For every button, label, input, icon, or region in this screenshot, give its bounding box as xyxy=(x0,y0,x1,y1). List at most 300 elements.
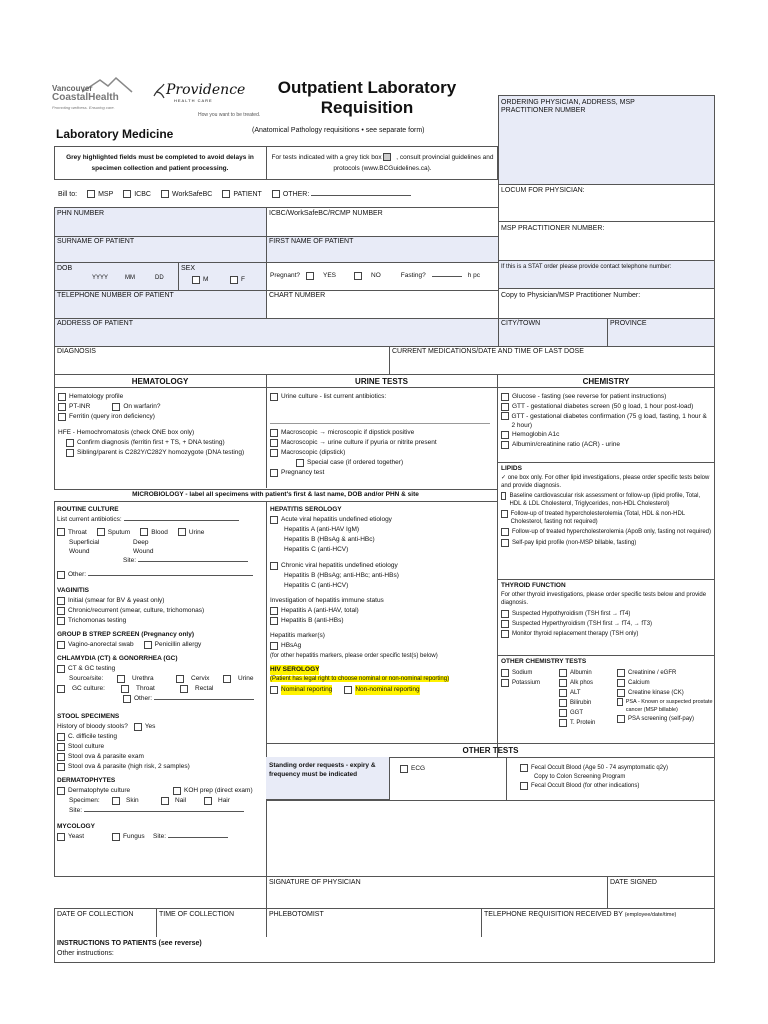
checkbox-icon[interactable] xyxy=(501,669,509,677)
routine-row xyxy=(57,528,263,538)
city-label: CITY/TOWN xyxy=(501,320,541,327)
checkbox-icon[interactable] xyxy=(270,607,278,615)
checkbox-icon[interactable] xyxy=(559,669,567,677)
checkbox-icon[interactable] xyxy=(501,403,509,411)
spec-hair: Hair xyxy=(218,797,230,804)
checkbox-icon[interactable] xyxy=(204,797,212,805)
checkbox-icon[interactable] xyxy=(296,459,304,467)
checkbox-icon[interactable] xyxy=(112,797,120,805)
acute-list: Hepatitis B (HBsAg & anti-HBc) xyxy=(284,536,375,543)
hfe-item[interactable] xyxy=(66,438,244,448)
page-title-2: Requisition xyxy=(320,98,414,117)
markers-title: Hepatitis marker(s) xyxy=(270,632,325,639)
checkbox-icon[interactable] xyxy=(66,439,74,447)
checkbox-icon[interactable] xyxy=(58,413,66,421)
source-urine: Urine xyxy=(238,675,254,682)
checkbox-icon[interactable] xyxy=(176,675,184,683)
checkbox-icon[interactable] xyxy=(270,617,278,625)
urine-label: Macroscopic → urine culture if pyuria or nitrite present xyxy=(281,439,437,446)
immune-title: Investigation of hepatitis immune status xyxy=(270,597,384,604)
hfe-title: HFE - Hemochromatosis (check ONE box only) xyxy=(58,429,195,436)
checkbox-icon[interactable] xyxy=(140,528,148,536)
vag-label: Chronic/recurrent (smear, culture, trichomonas) xyxy=(68,607,205,614)
other-chem-label: Creatine kinase (CK) xyxy=(628,690,684,696)
derm-culture-label: Dermatophyte culture xyxy=(68,787,131,794)
lipid-label: Follow-up of treated hypercholesterolemia (Total, HDL & non-HDL Cholesterol, fasting not required) xyxy=(510,511,685,525)
checkbox-icon[interactable] xyxy=(97,528,105,536)
ecg-label: ECG xyxy=(411,765,426,772)
thyroid-item[interactable] xyxy=(501,619,713,629)
other-chem-item[interactable] xyxy=(559,678,595,688)
checkbox-icon[interactable] xyxy=(270,439,278,447)
checkbox-icon[interactable] xyxy=(617,669,625,677)
hema-label: Ferritin (query iron deficiency) xyxy=(69,413,155,420)
checkbox-icon[interactable] xyxy=(180,685,188,693)
checkbox-icon[interactable] xyxy=(501,510,508,518)
checkbox-icon[interactable] xyxy=(57,763,65,771)
checkbox-icon[interactable] xyxy=(501,441,509,449)
checkbox-icon[interactable] xyxy=(57,571,65,579)
antibiotics-input[interactable] xyxy=(124,520,239,521)
other-chem-col3 xyxy=(617,668,715,724)
grey-note: Grey highlighted fields must be completed to avoid delays in specimen collection and patient processing. xyxy=(66,154,254,172)
checkbox-icon[interactable] xyxy=(617,689,625,697)
other-chem-item[interactable] xyxy=(559,668,595,678)
site2-input[interactable] xyxy=(84,811,244,812)
routine-label: Urine xyxy=(188,529,205,536)
other-chem-label: T. Protein xyxy=(570,720,596,726)
antibiotics-label: List current antibiotics: xyxy=(57,516,122,523)
source-row xyxy=(69,674,263,684)
checkbox-icon[interactable] xyxy=(134,723,142,731)
other-chem-label: GGT xyxy=(570,710,583,716)
date-signed-label: DATE SIGNED xyxy=(610,879,657,886)
other-chem-item[interactable] xyxy=(617,678,715,688)
thyroid-title: THYROID FUNCTION xyxy=(501,582,566,589)
hepatitis-title: HEPATITIS SEROLOGY xyxy=(270,506,342,513)
site-row xyxy=(123,556,263,566)
stool-label: Stool ova & parasite exam xyxy=(68,753,144,760)
providence-sub: HEALTH CARE xyxy=(174,98,213,103)
checkbox-icon[interactable] xyxy=(144,641,152,649)
checkbox-icon[interactable] xyxy=(501,412,509,420)
site-label: Site: xyxy=(123,557,137,564)
urine-label: Macroscopic (dipstick) xyxy=(281,449,346,456)
hiv-title-text: HIV SEROLOGY xyxy=(270,666,320,673)
checkbox-icon[interactable] xyxy=(178,528,186,536)
specimen-row xyxy=(69,796,263,806)
hiv-title xyxy=(270,665,495,675)
other-chem-item[interactable] xyxy=(559,698,595,708)
chem-item[interactable] xyxy=(501,430,711,440)
other-input[interactable] xyxy=(88,575,253,576)
wound-row xyxy=(57,538,263,556)
pregnancy-test[interactable] xyxy=(270,468,490,478)
routine-urine[interactable] xyxy=(178,528,205,538)
site3-input[interactable] xyxy=(168,837,228,838)
other-chem-col2 xyxy=(559,668,595,728)
derm-row xyxy=(57,786,263,796)
site2-label: Site: xyxy=(69,807,83,814)
bill-other[interactable] xyxy=(272,190,411,198)
sex-m[interactable] xyxy=(192,275,208,285)
spec-skin: Skin xyxy=(126,797,139,804)
checkbox-icon[interactable] xyxy=(270,516,278,524)
dob-mm: MM xyxy=(125,275,135,281)
fobt-section xyxy=(520,763,668,791)
other-chem-item[interactable] xyxy=(559,708,595,718)
thyroid-section xyxy=(501,581,713,639)
checkbox-icon[interactable] xyxy=(306,272,314,280)
checkbox-icon[interactable] xyxy=(520,764,528,772)
checkbox-icon[interactable] xyxy=(501,431,509,439)
pregnant-yes: YES xyxy=(323,272,337,279)
other-chem-label: ALT xyxy=(570,690,581,696)
spec-nail: Nail xyxy=(175,797,187,804)
lipid-item[interactable] xyxy=(501,528,713,536)
hema-label: Hematology profile xyxy=(69,393,124,400)
checkbox-icon[interactable] xyxy=(222,190,230,198)
hfe-item[interactable] xyxy=(66,448,244,458)
checkbox-icon[interactable] xyxy=(57,641,65,649)
pregnant-no: NO xyxy=(371,272,381,279)
checkbox-icon[interactable] xyxy=(87,190,95,198)
checkbox-icon[interactable] xyxy=(57,753,65,761)
bill-to-label: Bill to: xyxy=(58,190,78,198)
standing-label: Standing order requests - expiry & frequency must be indicated xyxy=(269,762,376,778)
pregnancy-label: Pregnancy test xyxy=(281,469,325,476)
vag-item[interactable] xyxy=(57,596,263,606)
instructions-label: INSTRUCTIONS TO PATIENTS (see reverse) xyxy=(57,940,202,947)
first-name-label: FIRST NAME OF PATIENT xyxy=(269,238,354,245)
checkbox-icon[interactable] xyxy=(617,698,623,706)
fobt-other-row[interactable] xyxy=(520,781,668,791)
other-chem-item[interactable] xyxy=(559,688,595,698)
checkbox-icon[interactable] xyxy=(559,709,567,717)
other-chem-item[interactable] xyxy=(617,698,713,714)
urine-special[interactable] xyxy=(296,458,490,468)
checkbox-icon[interactable] xyxy=(58,393,66,401)
site2-row xyxy=(69,806,263,816)
immune-item[interactable] xyxy=(270,616,495,626)
other-chem-item[interactable] xyxy=(559,718,595,728)
chronic-row[interactable] xyxy=(270,561,495,571)
checkbox-icon[interactable] xyxy=(559,679,567,687)
checkbox-icon[interactable] xyxy=(57,743,65,751)
tick-note xyxy=(270,152,495,174)
vag-label: Trichomonas testing xyxy=(68,617,127,624)
checkbox-icon[interactable] xyxy=(501,539,509,547)
checkbox-icon[interactable] xyxy=(501,492,506,500)
checkbox-icon[interactable] xyxy=(559,719,567,727)
dob-yyyy: YYYY xyxy=(92,275,109,281)
routine-label: Sputum xyxy=(107,529,131,536)
checkbox-icon[interactable] xyxy=(66,449,74,457)
anatomical-note: (Anatomical Pathology requisitions • see separate form) xyxy=(252,127,425,134)
chem-item[interactable] xyxy=(501,402,711,412)
bill-patient[interactable] xyxy=(222,190,262,198)
stool-item[interactable] xyxy=(57,742,263,752)
antibiotics-row xyxy=(57,515,263,525)
urine-special-label: Special case (if ordered together) xyxy=(307,459,404,466)
hfe-label: Sibling/parent is C282Y/C282Y homozygote (DNA testing) xyxy=(77,449,245,456)
other-chem-label: PSA - Known or suspected prostate cancer (MSP billable) xyxy=(625,699,713,713)
other-chem-item[interactable] xyxy=(501,678,540,688)
dob-label: DOB xyxy=(57,265,73,272)
checkbox-icon[interactable] xyxy=(501,528,509,536)
lipids-note: ✓ one box only. For other lipid investigations, please order specific tests below and provide diagnosis. xyxy=(501,475,710,489)
urine-section xyxy=(270,392,490,478)
acute-row[interactable] xyxy=(270,515,495,525)
hematology-section xyxy=(58,392,244,458)
stool-label: C. difficile testing xyxy=(68,733,118,740)
checkbox-icon[interactable] xyxy=(501,620,509,628)
vch-tagline: Promoting wellness. Ensuring care. xyxy=(52,105,115,110)
checkbox-icon[interactable] xyxy=(617,715,625,723)
bill-to-row xyxy=(58,190,411,198)
hfe-label: Confirm diagnosis (ferritin first + TS, + DNA testing) xyxy=(77,439,225,446)
myco-title: MYCOLOGY xyxy=(57,823,95,830)
other2-input[interactable] xyxy=(154,699,254,700)
lipid-item[interactable] xyxy=(501,510,713,526)
fasting-input[interactable] xyxy=(432,276,462,277)
checkbox-icon[interactable] xyxy=(57,597,65,605)
superficial-label: Superficial Wound xyxy=(69,539,100,555)
other-chem-label: Creatinine / eGFR xyxy=(628,670,677,676)
routine-sputum[interactable] xyxy=(97,528,130,538)
source-label: Source/site: xyxy=(69,675,104,682)
other-chem-label: Sodium xyxy=(512,670,533,676)
checkbox-icon[interactable] xyxy=(57,607,65,615)
checkbox-icon[interactable] xyxy=(270,429,278,437)
bill-option-label: OTHER: xyxy=(282,190,310,198)
checkbox-icon[interactable] xyxy=(270,469,278,477)
checkbox-icon[interactable] xyxy=(501,393,509,401)
chart-label: CHART NUMBER xyxy=(269,292,326,299)
hema-item[interactable] xyxy=(58,412,244,422)
penicillin-label: Penicillin allergy xyxy=(154,641,202,648)
other-row[interactable] xyxy=(57,570,263,580)
providence-logo xyxy=(152,80,262,120)
hbeag-row[interactable] xyxy=(270,641,495,651)
non-nominal-label: Non-nominal reporting xyxy=(355,686,420,693)
site3-label: Site: xyxy=(153,833,167,840)
microbiology-section xyxy=(57,505,263,842)
checkbox-icon[interactable] xyxy=(117,675,125,683)
bill-msp[interactable] xyxy=(87,190,113,198)
lipid-item[interactable] xyxy=(501,538,713,548)
checkbox-icon[interactable] xyxy=(501,630,509,638)
other-chem-item[interactable] xyxy=(501,668,540,678)
checkbox-icon[interactable] xyxy=(57,833,65,841)
page-title-1: Outpatient Laboratory xyxy=(277,78,457,97)
tick-note-text: For tests indicated with a grey tick box xyxy=(271,154,382,161)
checkbox-icon[interactable] xyxy=(617,679,625,687)
hema-label: PT-INR xyxy=(69,403,91,410)
checkbox-icon[interactable] xyxy=(123,695,131,703)
checkbox-icon[interactable] xyxy=(57,617,65,625)
tel-received-label xyxy=(484,911,676,919)
checkbox-icon[interactable] xyxy=(520,782,528,790)
checkbox-icon[interactable] xyxy=(57,665,65,673)
gc-culture-label: GC culture: xyxy=(72,685,105,692)
ordering-physician-label: ORDERING PHYSICIAN, ADDRESS, MSP PRACTITIONER NUMBER xyxy=(501,99,635,114)
lipid-label: Self-pay lipid profile (non-MSP billable, fasting) xyxy=(512,540,637,546)
hema-item[interactable] xyxy=(58,402,244,412)
checkbox-icon[interactable] xyxy=(57,528,65,536)
stat-label: If this is a STAT order please provide contact telephone number: xyxy=(501,264,672,270)
urine-item[interactable] xyxy=(270,438,490,448)
checkbox-icon[interactable] xyxy=(501,679,509,687)
grey-tick-box-icon xyxy=(383,153,391,161)
immune-label: Hepatitis B (anti-HBs) xyxy=(281,617,344,624)
yeast-label: Yeast xyxy=(68,833,85,840)
routine-label: Throat xyxy=(68,529,87,536)
other-instructions-label: Other instructions: xyxy=(57,950,114,957)
urine-culture[interactable] xyxy=(270,392,490,402)
checkbox-icon[interactable] xyxy=(400,765,408,773)
chronic-list: Hepatitis C (anti-HCV) xyxy=(284,582,349,589)
source-throat: Throat xyxy=(136,685,155,692)
hema-item[interactable] xyxy=(58,392,244,402)
other-tests-title: OTHER TESTS xyxy=(462,746,519,755)
checkbox-icon[interactable] xyxy=(161,190,169,198)
checkbox-icon[interactable] xyxy=(230,276,238,284)
bloody-row xyxy=(57,722,263,732)
vag-item[interactable] xyxy=(57,616,263,626)
vag-item[interactable] xyxy=(57,606,263,616)
checkbox-icon[interactable] xyxy=(270,562,278,570)
department-title: Laboratory Medicine xyxy=(56,127,174,141)
checkbox-icon[interactable] xyxy=(501,610,509,618)
phn-label: PHN NUMBER xyxy=(57,210,105,217)
checkbox-icon[interactable] xyxy=(57,733,65,741)
ct-gc-row[interactable] xyxy=(57,664,263,674)
urine-item[interactable] xyxy=(270,428,490,438)
stool-item[interactable] xyxy=(57,732,263,742)
immune-item[interactable] xyxy=(270,606,495,616)
vag-label: Initial (smear for BV & yeast only) xyxy=(68,597,165,604)
province-label: PROVINCE xyxy=(610,320,647,327)
urine-label: Macroscopic → microscopic if dipstick positive xyxy=(281,429,415,436)
lipids-title: LIPIDS xyxy=(501,465,522,472)
fasting-unit: h pc xyxy=(467,272,480,279)
koh-label: KOH prep (direct exam) xyxy=(184,787,253,794)
tel-received-note: (employee/date/time) xyxy=(624,912,677,918)
urine-culture-label: Urine culture - list current antibiotics: xyxy=(281,393,387,400)
checkbox-icon[interactable] xyxy=(161,797,169,805)
chem-item[interactable] xyxy=(501,440,711,450)
checkbox-icon[interactable] xyxy=(559,689,567,697)
urine-item[interactable] xyxy=(270,448,490,458)
other-chem-item[interactable] xyxy=(617,688,715,698)
other-chem-label: PSA screening (self-pay) xyxy=(628,716,695,722)
checkbox-icon[interactable] xyxy=(270,393,278,401)
diagnosis-label: DIAGNOSIS xyxy=(57,348,96,355)
hiv-note xyxy=(270,675,460,683)
other-chem-label: Alk phos xyxy=(570,680,594,686)
date-collection-label: DATE OF COLLECTION xyxy=(57,911,134,918)
routine-blood[interactable] xyxy=(140,528,168,538)
thyroid-label: Suspected Hypothyroidism (TSH first → fT4) xyxy=(512,611,631,617)
chem-item[interactable] xyxy=(501,392,711,402)
checkbox-icon[interactable] xyxy=(270,642,278,650)
stool-title: STOOL SPECIMENS xyxy=(57,713,120,720)
routine-throat[interactable] xyxy=(57,528,87,538)
checkbox-icon[interactable] xyxy=(173,787,181,795)
chem-label: GTT - gestational diabetes confirmation (75 g load, fasting, 1 hour & 2 hour) xyxy=(511,413,707,429)
checkbox-icon[interactable] xyxy=(112,833,120,841)
msp-label: MSP PRACTITIONER NUMBER: xyxy=(501,225,605,232)
stool-item[interactable] xyxy=(57,762,263,772)
checkbox-icon[interactable] xyxy=(57,685,65,693)
deep-label: Deep Wound xyxy=(133,539,154,555)
checkbox-icon[interactable] xyxy=(354,272,362,280)
bloody-yes: Yes xyxy=(144,723,156,730)
strep-row xyxy=(57,640,263,650)
chem-label: Glucose - fasting (see reverse for patient instructions) xyxy=(512,393,667,400)
checkbox-icon[interactable] xyxy=(272,190,280,198)
stool-label: Stool ova & parasite (high risk, 2 samples) xyxy=(68,763,190,770)
fobt-row[interactable] xyxy=(520,763,668,773)
thyroid-label: Monitor thyroid replacement therapy (TSH only) xyxy=(512,631,639,637)
copy-label: Copy to Physician/MSP Practitioner Number: xyxy=(501,292,641,299)
derm-title: DERMATOPHYTES xyxy=(57,777,116,784)
checkbox-icon[interactable] xyxy=(58,403,66,411)
bloody-label: History of bloody stools? xyxy=(57,723,128,730)
providence-name: Providence xyxy=(166,82,246,98)
bill-worksafe[interactable] xyxy=(161,190,212,198)
chronic-label: Chronic viral hepatitis undefined etiology xyxy=(281,562,398,569)
checkbox-icon[interactable] xyxy=(344,686,352,694)
chem-item[interactable] xyxy=(501,412,711,430)
other-chem-col1 xyxy=(501,668,540,688)
checkbox-icon[interactable] xyxy=(559,699,567,707)
site-input[interactable] xyxy=(138,561,248,562)
checkbox-icon[interactable] xyxy=(121,685,129,693)
diagnosis-field[interactable] xyxy=(54,346,390,375)
checkbox-icon[interactable] xyxy=(123,190,131,198)
routine-label: Blood xyxy=(151,529,168,536)
other2-row[interactable] xyxy=(123,694,263,704)
ecg-row[interactable] xyxy=(400,764,425,774)
checkbox-icon[interactable] xyxy=(270,449,278,457)
phlebotomist-label: PHLEBOTOMIST xyxy=(269,911,324,918)
other-chem-item[interactable] xyxy=(617,714,715,724)
meds-label: CURRENT MEDICATIONS/DATE AND TIME OF LAST DOSE xyxy=(392,348,584,355)
antibiotics-line[interactable] xyxy=(270,402,490,424)
stool-item[interactable] xyxy=(57,752,263,762)
other-chem-item[interactable] xyxy=(617,668,715,678)
chronic-list: Hepatitis B (HBsAg; anti-HBc; anti-HBs) xyxy=(284,572,399,579)
immune-label: Hepatitis A (anti-HAV, total) xyxy=(281,607,359,614)
checkbox-icon[interactable] xyxy=(57,787,65,795)
vch-name-1: Vancouver xyxy=(52,84,93,93)
tick-note-text-2: , consult provincial guidelines and protocols (www.BCGuidelines.ca). xyxy=(333,154,494,172)
thyroid-item[interactable] xyxy=(501,629,713,639)
checkbox-icon[interactable] xyxy=(223,675,231,683)
thyroid-item[interactable] xyxy=(501,609,713,619)
bill-option-label: ICBC xyxy=(134,190,151,198)
urine-title: URINE TESTS xyxy=(355,377,408,386)
lipid-item[interactable] xyxy=(501,492,713,508)
checkbox-icon[interactable] xyxy=(270,686,278,694)
checkbox-icon[interactable] xyxy=(112,403,120,411)
sex-f[interactable] xyxy=(230,275,245,285)
checkbox-icon[interactable] xyxy=(192,276,200,284)
chem-label: Hemoglobin A1c xyxy=(512,431,560,438)
bill-icbc[interactable] xyxy=(123,190,151,198)
